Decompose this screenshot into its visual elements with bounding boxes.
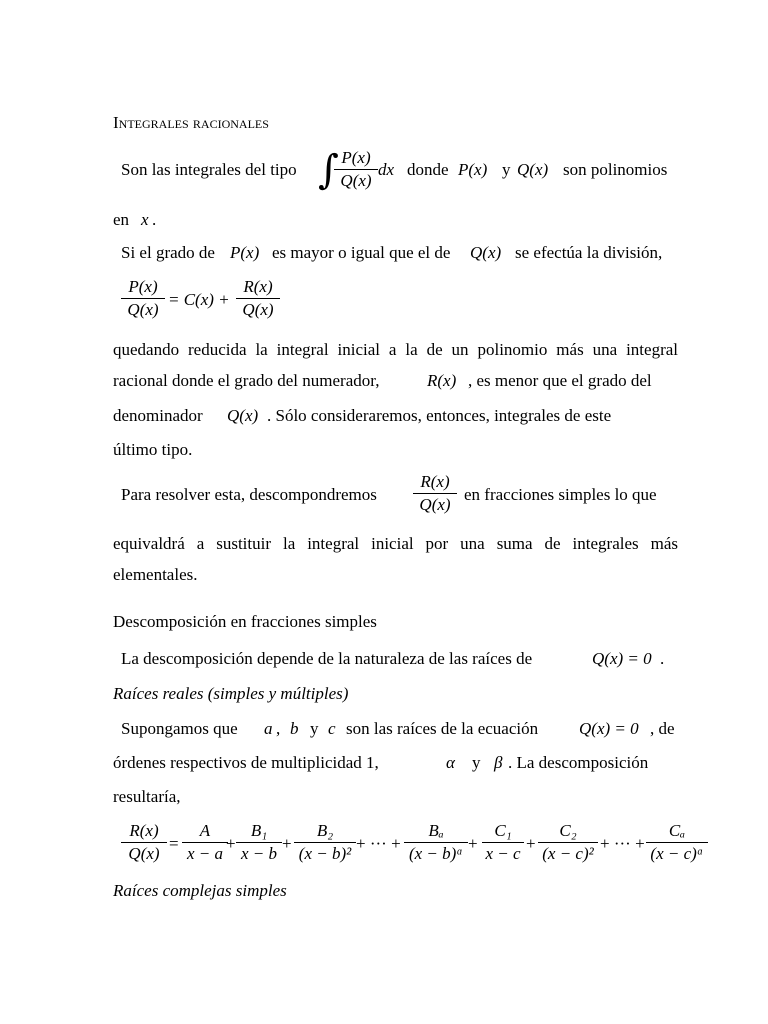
eq2-op: =	[169, 834, 179, 853]
p6-y2: y	[472, 753, 481, 772]
eq2-term-7	[646, 820, 708, 865]
p6-line2-post: . La descomposición	[508, 753, 649, 772]
p3-line3-post: . Sólo consideraremos, entonces, integrales de este	[267, 406, 612, 425]
p6-line3: resultaría,	[113, 787, 181, 806]
p4-pre: Para resolver esta, descompondremos	[121, 485, 377, 504]
p3-line4: último tipo.	[113, 440, 193, 459]
eq2-den: (x − b)ᵅ	[408, 844, 464, 863]
p4-line3: elementales.	[113, 565, 198, 584]
eq1-middle: = C(x) +	[168, 290, 230, 309]
subheading-complex-roots: Raíces complejas simples	[113, 881, 287, 900]
p1-qx: Q(x)	[517, 160, 549, 179]
eq2-term-2	[236, 820, 282, 865]
p2-mid: es mayor o igual que el de	[272, 243, 451, 262]
eq2-num: Cₐ	[668, 821, 686, 840]
p6-post: , de	[650, 719, 675, 738]
p1-px: P(x)	[458, 160, 488, 179]
p1-dot: .	[152, 210, 157, 229]
eq2-den: x − b	[240, 844, 278, 863]
p4-fraction-den: Q(x)	[419, 495, 451, 514]
eq2-term-5	[482, 820, 524, 865]
eq2-den: (x − c)²	[542, 844, 594, 863]
eq2-den: x − c	[485, 844, 521, 863]
p6-b: b	[290, 719, 299, 738]
eq2-den: Q(x)	[128, 844, 160, 863]
p6-alpha: α	[446, 753, 455, 772]
p6-c: c	[328, 719, 336, 738]
subheading-real-roots: Raíces reales (simples y múltiples)	[113, 684, 349, 703]
page-heading: Integrales racionales	[113, 113, 269, 132]
p1-fraction-num: P(x)	[341, 148, 371, 167]
eq2-den: (x − c)ᵅ	[650, 844, 704, 863]
p4-fraction	[413, 471, 457, 516]
p1-dx: dx	[378, 160, 395, 179]
p5-eq: Q(x) = 0	[592, 649, 652, 668]
p4-fraction-num: R(x)	[420, 472, 450, 491]
eq1-rhs-num: R(x)	[243, 277, 273, 296]
p3-line2-rx: R(x)	[427, 371, 457, 390]
p2-qx: Q(x)	[470, 243, 502, 262]
eq2-op: +	[226, 834, 236, 853]
p6-pre: Supongamos que	[121, 719, 238, 738]
p3-line3-pre: denominador	[113, 406, 203, 425]
p6-a: a	[264, 719, 273, 738]
eq2-term-4	[404, 820, 468, 865]
p1-y: y	[502, 160, 511, 179]
eq2-num: A	[199, 821, 211, 840]
eq1-lhs-fraction	[121, 276, 165, 321]
eq2-op: +	[282, 834, 292, 853]
eq2-num: C₂	[559, 821, 577, 840]
p6-eq: Q(x) = 0	[579, 719, 639, 738]
p6-comma: ,	[276, 719, 281, 738]
eq2-num: R(x)	[129, 821, 159, 840]
eq2-num: Bₐ	[428, 821, 444, 840]
p2-post: se efectúa la división,	[515, 243, 663, 262]
eq1-lhs-den: Q(x)	[127, 300, 159, 319]
p6-y: y	[310, 719, 319, 738]
p5-post: .	[660, 649, 665, 668]
eq2-op: + ··· +	[356, 834, 401, 853]
eq1-rhs-den: Q(x)	[242, 300, 274, 319]
p6-mid: son las raíces de la ecuación	[346, 719, 539, 738]
p3-line3-qx: Q(x)	[227, 406, 259, 425]
p1-donde: donde	[407, 160, 449, 179]
p6-beta: β	[494, 753, 503, 772]
eq2-den: (x − b)²	[298, 844, 352, 863]
eq1-rhs-fraction	[236, 276, 280, 321]
p3-line2-post: , es menor que el grado del	[468, 371, 652, 390]
p3-line1: quedando reducida la integral inicial a la de un polinomio más una integral	[113, 340, 678, 359]
p1-line2-pre: en	[113, 210, 130, 229]
p5-pre: La descomposición depende de la naturaleza de las raíces de	[121, 649, 533, 668]
p1-pre: Son las integrales del tipo	[121, 160, 297, 179]
p2-pre: Si el grado de	[121, 243, 215, 262]
eq2-op: + ··· +	[600, 834, 645, 853]
eq2-op: +	[526, 834, 536, 853]
integral-sign: ∫	[318, 147, 339, 193]
eq1-lhs-num: P(x)	[128, 277, 158, 296]
section-heading: Descomposición en fracciones simples	[113, 612, 377, 631]
p4-post: en fracciones simples lo que	[464, 485, 657, 504]
p1-post: son polinomios	[563, 160, 668, 179]
eq2-term-6	[538, 820, 598, 865]
eq2-term-1	[182, 820, 228, 865]
p4-line2: equivaldrá a sustituir la integral inicial por una suma de integrales más	[113, 534, 678, 553]
p1-fraction-den: Q(x)	[340, 171, 372, 190]
eq2-op: +	[468, 834, 478, 853]
eq2-num: B₁	[250, 821, 268, 840]
eq2-term-0	[121, 820, 167, 865]
p2-px: P(x)	[230, 243, 260, 262]
p1-var: x	[141, 210, 149, 229]
eq2-den: x − a	[186, 844, 224, 863]
p1-fraction	[334, 147, 378, 192]
eq2-num: C₁	[494, 821, 512, 840]
eq2-num: B₂	[316, 821, 334, 840]
p6-line2-pre: órdenes respectivos de multiplicidad 1,	[113, 753, 379, 772]
p3-line2-pre: racional donde el grado del numerador,	[113, 371, 380, 390]
eq2-term-3	[294, 820, 356, 865]
